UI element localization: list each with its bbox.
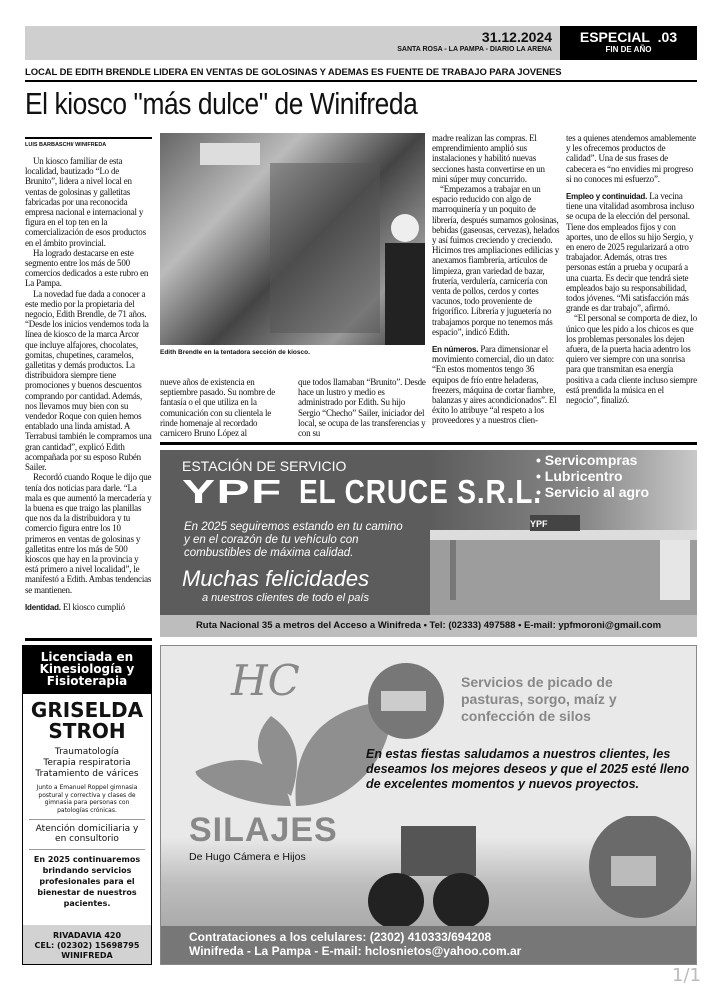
ad-pretitle: ESTACIÓN DE SERVICIO — [182, 458, 347, 474]
contact-email: Winifreda - La Pampa - E-mail: hclosnietos@yahoo.com.ar — [189, 944, 522, 958]
paragraph: Un kiosco familiar de esta localidad, bautizado “Lo de Brunito”, lidera a nivel local en ventas de golosinas y galletitas fabricadas por una reconocida empresa nacional e internacional y figura en el top ten en la comercialización de esos productos en el ámbito provincial. — [25, 156, 146, 248]
address: RIVADAVIA 420 — [52, 931, 122, 940]
article-photo — [160, 133, 425, 345]
column-end-rule — [25, 638, 152, 641]
paragraph: La novedad fue dada a conocer a este medio por la propietaria del negocio, Edith Brendle, de 71 años. “Desde los inicios vendemos toda la línea de kiosco de la marca Arcor que incluye alfajores, chocolates, gomitas, chupetines, caramelos, galletitas y demás productos. La distribuidora siempre tiene promociones y buenos descuentos comprando por cantidad. Además, nos llevamos muy bien con su vendedor Roque con quien hemos entablado una linda amistad. A Terrabusi también le compramos una gran cantidad”, explicó Edith acompañada por su esposo Rubén Sailer. — [25, 288, 152, 473]
practitioner-name — [23, 700, 151, 742]
service-item: • Lubricentro — [536, 468, 623, 484]
name-line: STROH — [48, 719, 126, 743]
phone: CEL: (02302) 15698795 — [34, 941, 140, 950]
headline: El kiosco "más dulce" de Winifreda — [25, 86, 418, 121]
divider — [25, 80, 697, 82]
kicker: LOCAL DE EDITH BRENDLE LIDERA EN VENTAS DE GOLOSINAS Y ADEMAS ES FUENTE DE TRABAJO PARA JOVENES — [25, 67, 562, 78]
kinesiology-advertisement — [22, 645, 152, 965]
paragraph: La vecina tiene una vitalidad asombrosa incluso se ocupa de la elección del personal. Tiene dos empleados fijos y con aportes, uno de ellos su hijo Sergio, y en enero de 2025 regularizará a otro trabajador. Además, otras tres personas están a prueba y ocupará a una cuarta. Es decir que tendrá siete empleados bajo su responsabilidad, todos jóvenes. “Mi satisfacción más grande es dar trabajo”, afirmó. — [566, 191, 695, 314]
issue-date: 31.12.2024 — [481, 29, 552, 45]
issue-location: SANTA ROSA - LA PAMPA - DIARIO LA ARENA — [397, 46, 552, 53]
subsection: FIN DE AÑO — [605, 45, 652, 54]
ypf-logo: YPF — [182, 473, 283, 510]
specialty: Tratamiento de várices — [35, 769, 139, 779]
silajes-advertisement — [160, 645, 697, 965]
ypf-advertisement — [160, 450, 697, 637]
subheading: En números. — [432, 345, 479, 355]
name-line: GRISELDA — [30, 698, 144, 722]
article-column-1 — [25, 156, 153, 636]
photo-caption: Edith Brendle en la tentadora sección de kiosco. — [160, 349, 310, 356]
ad-message: En 2025 continuaremos brindando servicios profesionales para el bienestar de nuestros pacientes. — [33, 855, 141, 908]
paragraph: tes a quienes atendemos amablemente y les ofrecemos productos de calidad”. Una de sus frases de cabecera es “no envidies mi progreso si no conoces mi esfuerzo”. — [566, 133, 696, 184]
ad-note: Junto a Emanuel Roppel gimnasia postural y correctiva y clases de gimnasia para personas con patologías crónicas. — [29, 784, 145, 820]
paragraph: madre realizan las compras. El emprendimiento amplió sus instalaciones y habilitó nuevas secciones hasta convertirse en un mini súper muy concurrido. — [432, 133, 545, 184]
paragraph: Ha logrado destacarse en este segmento entre los más de 500 comercios dedicados a este rubro en La Pampa. — [25, 247, 149, 289]
ad-footer: Ruta Nacional 35 a metros del Acceso a Winifreda • Tel: (02333) 497588 • E-mail: ypfmoroni@gmail.com — [160, 615, 697, 637]
paragraph: que todos llamaban “Brunito”. Desde hace un lustro y medio es administrado por Edith. Su hijo Sergio “Checho” Sailer, iniciador del local, se ocupa de las transferencias y con su — [298, 377, 426, 439]
ypf-sign: YPF — [530, 519, 548, 529]
services-text: Servicios de picado de pasturas, sorgo, maíz y confección de silos — [461, 674, 617, 724]
section-name: ESPECIAL — [579, 29, 650, 45]
town: WINIFREDA — [61, 951, 113, 960]
ad-footer — [161, 926, 696, 964]
specialty: Terapia respiratoria — [43, 758, 131, 768]
ad-greeting: Muchas felicidades — [182, 566, 370, 591]
paragraph: “El personal se comporta de diez, lo único que les pido a los chicos es que los problemas personales los dejen afuera, de la puerta hacia adentro los quiero ver siempre con una sonrisa para que transmitan esa energía positiva a cada cliente incluso siempre está prendida la música en el negocio”, finalizó. — [566, 313, 697, 406]
ad-message: En 2025 seguiremos estando en tu camino y en el corazón de tu vehículo con combustibles de máxima calidad. — [184, 521, 403, 559]
service-item: • Servicompras — [536, 452, 638, 468]
page-number: .03 — [657, 29, 678, 45]
brand-owner: De Hugo Cámera e Hijos — [189, 851, 306, 863]
paragraph: El kiosco cumplió — [60, 601, 125, 612]
paragraph: “Empezamos a trabajar en un espacio reducido con algo de marroquinería y un poquito de librería, después sumamos golosinas, bebidas (gaseosas, cervezas), helados y así fuimos creciendo y creciendo. Hicimos tres ampliaciones edilicias y anexamos fiambrería, artículos de limpieza, gran variedad de bazar, frutería, verdulería, carnicería con venta de pollos, cerdos y cortes vacunos, todo proveniente de frigorífico. Librería y juguetería no trabajamos porque no tenemos más espacio”, indicó Edith. — [432, 184, 560, 337]
company-name: EL CRUCE S.R.L. — [299, 473, 543, 510]
column-end-rule — [160, 442, 697, 445]
attention-info: Atención domiciliaria y en consultorio — [29, 824, 145, 850]
subheading: Empleo y continuidad. — [566, 192, 648, 202]
ad-greeting-sub: a nuestros clientes de todo el país — [202, 592, 369, 604]
services-list — [536, 452, 649, 500]
truck-photo — [366, 661, 446, 741]
brand-name: SILAJES — [189, 811, 338, 849]
service-item: • Servicio al agro — [536, 484, 650, 500]
specialties — [23, 747, 151, 780]
article-column-2 — [160, 377, 290, 441]
header-bar — [25, 26, 560, 60]
section-box — [560, 26, 697, 60]
page-indicator: 1/1 — [672, 965, 701, 986]
contact-block — [23, 925, 151, 964]
subheading: Identidad. — [25, 602, 61, 612]
ad-title: Licenciada en Kinesiología y Fisioterapia — [23, 646, 151, 694]
kiosk-photo-illustration — [160, 133, 425, 345]
ad-message: En estas fiestas saludamos a nuestros clientes, les deseamos los mejores deseos y que el 2025 esté lleno de excelentes momentos y nuevos proyectos. — [366, 747, 690, 791]
contact-phones: Contrataciones a los celulares: (2302) 410333/694208 — [189, 930, 492, 944]
byline: LUIS BARBASCHI/ WINIFREDA — [25, 137, 152, 148]
paragraph: nueve años de existencia en septiembre pasado. Su nombre de fantasía o el que utiliza en la comunicación con su clientela le rinde homenaje al recordado carnicero Bruno López al — [160, 377, 276, 439]
paragraph: Recordó cuando Roque le dijo que tenía dos noticias para darle. “La mala es que aumentó la mercadería y la buena es que traigo las planillas que nos da la distribuidora y tu comercio figura entre los 10 primeros en ventas de golosinas y galletitas entre los más de 500 kioscos que hay en la provincia y está primero a nivel localidad”, le manifestó a Edith. Ambas tendencias se mantienen. — [25, 472, 152, 595]
tractor-photo — [361, 816, 691, 936]
gas-station-photo — [430, 515, 697, 615]
article-column-4 — [432, 133, 560, 441]
article-column-3 — [298, 377, 426, 441]
article-column-5 — [566, 133, 697, 441]
hc-monogram: HC — [231, 656, 300, 705]
specialty: Traumatología — [54, 747, 120, 757]
paragraph: Para dimensionar el movimiento comercial, dio un dato: “En estos momentos tengo 36 equipos de frío entre heladeras, freezers, máquina de cortar fiambre, balanzas y aires acondicionados”. El éxito lo atribuye “al respeto a los proveedores y a nuestros clien- — [432, 344, 557, 426]
